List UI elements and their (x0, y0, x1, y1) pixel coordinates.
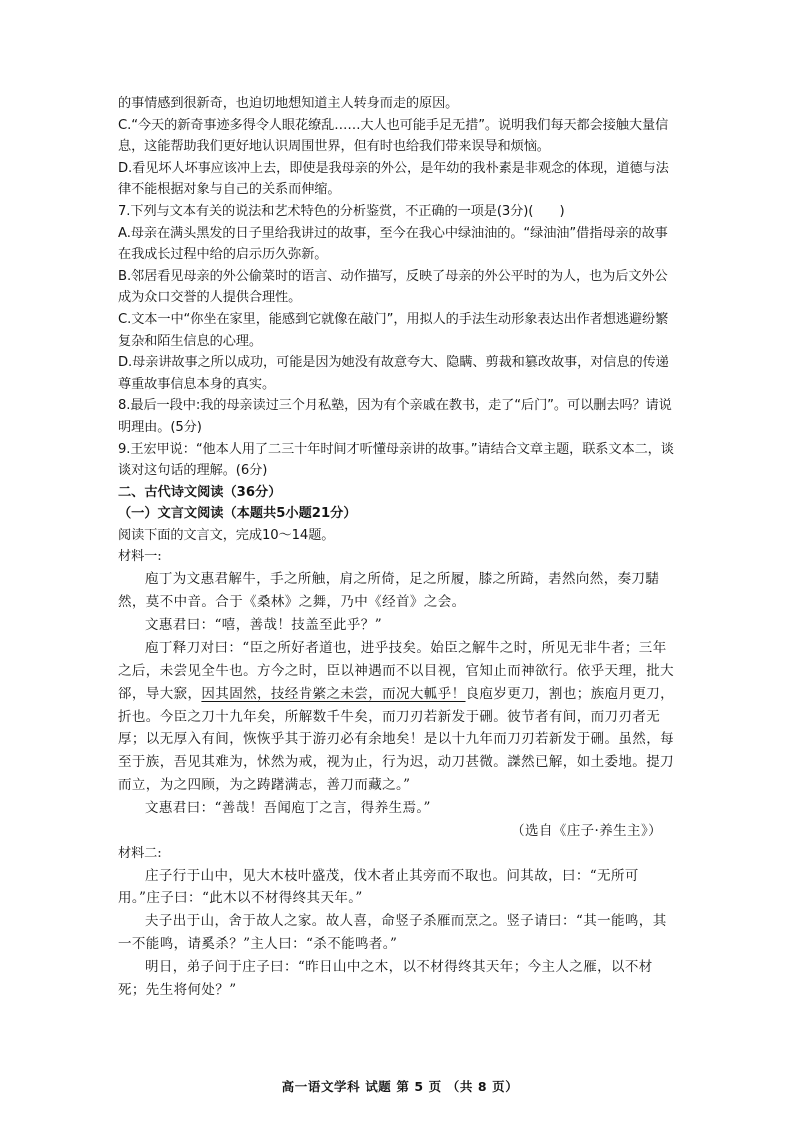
material-1-para-1: 庖丁为文惠君解牛，手之所触，肩之所倚，足之所履，膝之所踦，砉然向然，奏刀騞然，莫不中音。合于《桑林》之舞，乃中《经首》之会。 (118, 571, 660, 610)
reading-instruction: 阅读下面的文言文，完成10～14题。 (118, 527, 335, 543)
page-content (118, 93, 678, 1002)
material-2-para-1: 庄子行于山中，见大木枝叶盛茂，伐木者止其旁而不取也。问其故，曰：“无所可用。”庄子曰：“此木以不材得终其天年。” (118, 867, 639, 907)
underlined-sentence: 因其固然，技经肯綮之未尝，而况大軱乎！ (201, 685, 466, 702)
q7-option-b: B.邻居看见母亲的外公偷菜时的语言、动作描写，反映了母亲的外公平时的为人，也为后文外公成为众口交誉的人提供合理性。 (118, 268, 668, 306)
q6-option-d: D.看见坏人坏事应该冲上去，即使是我母亲的外公，是年幼的我朴素是非观念的体现，道德与法律不能根据对象与自己的关系而伸缩。 (118, 160, 669, 198)
material-1-para-3 (118, 637, 678, 797)
material-1-label: 材料一: (118, 549, 162, 565)
section-2-title: 二、古代诗文阅读（36分） (118, 484, 282, 500)
material-1-para-4: 文惠君曰：“善哉！吾闻庖丁之言，得养生焉。” (145, 800, 431, 817)
material-2-para-2: 夫子出于山，舍于故人之家。故人喜，命竖子杀雁而烹之。竖子请曰：“其一能鸣，其一不能鸣，请奚杀？”主人曰：“杀不能鸣者。” (118, 913, 667, 953)
q7-option-a: A.母亲在满头黑发的日子里给我讲过的故事，至今在我心中绿油油的。“绿油油”借指母亲的故事在我成长过程中给的启示历久弥新。 (118, 225, 668, 263)
question-8: 8.最后一段中:我的母亲读过三个月私塾，因为有个亲戚在教书，走了“后门”。可以删去吗？请说明理由。(5分) (118, 398, 672, 435)
question-9: 9.王宏甲说：“他本人用了二三十年时间才听懂母亲讲的故事。”请结合文章主题，联系文本二，谈谈对这句话的理解。(6分) (118, 441, 674, 479)
q6-continuation: 的事情感到很新奇，也迫切地想知道主人转身而走的原因。 (118, 96, 459, 111)
q6-option-c: C.“今天的新奇事迹多得令人眼花缭乱……大人也可能手足无措”。说明我们每天都会接触大量信息，这能帮助我们更好地认识周围世界，但有时也给我们带来误导和烦恼。 (118, 117, 669, 155)
q7-option-c: C.文本一中“你坐在家里，能感到它就像在敲门”，用拟人的手法生动形象表达出作者想逃避纷繁复杂和陌生信息的心理。 (118, 311, 669, 349)
material-2-para-3: 明日，弟子问于庄子曰：“昨日山中之木，以不材得终其天年；今主人之雁，以不材死；先生将何处？” (118, 959, 653, 999)
material-2-label: 材料二: (118, 845, 162, 861)
q7-option-d: D.母亲讲故事之所以成功，可能是因为她没有故意夸大、隐瞒、剪裁和篡改故事，对信息的传递尊重故事信息本身的真实。 (118, 355, 669, 392)
page-footer: 高一语文学科 试题 第 5 页 （共 8 页） (281, 1079, 519, 1094)
para-3-text-b: 良庖岁更刀，割也；族庖月更刀，折也。今臣之刀十九年矣，所解数千牛矣，而刀刃若新发于硎。彼节者有间，而刀刃者无厚；以无厚入有间，恢恢乎其于游刃必有余地矣！是以十九年而刀刃若新发于硎。虽然，每至于族，吾见其难为，怵然为戒，视为止，行为迟，动刀甚微。謋然已解，如土委地。提刀而立，为之四顾，为之踌躇满志，善刀而藏之。” (118, 685, 675, 794)
material-1-para-2: 文惠君曰：“嘻，善哉！技盖至此乎？” (145, 616, 383, 633)
question-7: 7.下列与文本有关的说法和艺术特色的分析鉴赏，不正确的一项是(3分)( ) (118, 203, 565, 219)
material-1-source: （选自《庄子·养生主》） (511, 823, 662, 840)
para-3-text-a: 庖丁释刀对曰：“臣之所好者道也，进乎技矣。始臣之解牛之时，所见无非牛者；三年之后，未尝见全牛也。方今之时，臣以神遇而不以目视，官知止而神欲行。依乎天理，批大郤，导大窾， (118, 639, 674, 702)
subsection-title: （一）文言文阅读（本题共5小题21分） (118, 506, 357, 522)
